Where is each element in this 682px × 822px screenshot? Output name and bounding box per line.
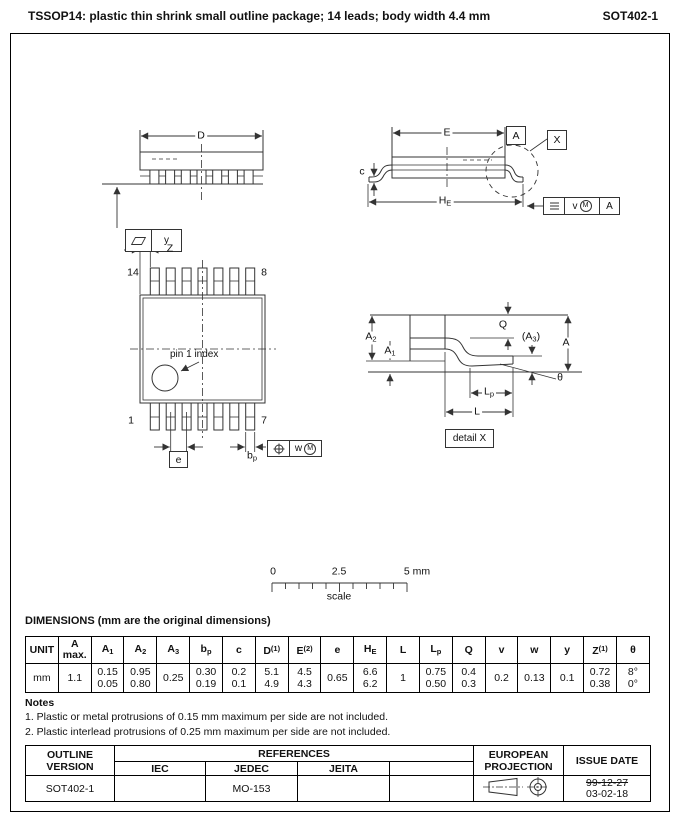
- dim-col-header: θ: [616, 637, 649, 664]
- dim-value: 0.2 0.1: [222, 664, 255, 693]
- detail-x-flag: X: [547, 130, 567, 150]
- dim-value: 4.5 4.3: [288, 664, 321, 693]
- dim-label-c: c: [359, 165, 365, 178]
- references-header: REFERENCES: [115, 746, 474, 762]
- dim-label-L: L: [474, 405, 480, 418]
- true-position-icon: [268, 441, 290, 456]
- dim-label-Z: Z: [166, 242, 174, 255]
- dim-col-header: $H_E$: [354, 637, 387, 664]
- page-title: TSSOP14: plastic thin shrink small outline package; 14 leads; body width 4.4 mm: [28, 9, 491, 23]
- scale-caption: scale: [326, 590, 352, 603]
- dim-col-header: $A_3$: [157, 637, 190, 664]
- issue-date-header: ISSUE DATE: [564, 746, 651, 776]
- jedec-header: JEDEC: [206, 762, 298, 776]
- scale-tick-mid: 2.5: [331, 565, 347, 578]
- dim-value: 0.1: [551, 664, 584, 693]
- dim-label-Lp: $L_p$: [483, 385, 495, 399]
- dim-value: 0.4 0.3: [452, 664, 485, 693]
- dim-label-bp: $b_p$: [246, 449, 258, 463]
- jeita-header: JEITA: [298, 762, 390, 776]
- pin-number-14: 14: [127, 266, 139, 279]
- extra-header: [390, 762, 474, 776]
- dim-col-header: w: [518, 637, 551, 664]
- dim-col-header: $b_p$: [190, 637, 223, 664]
- package-code: SOT402-1: [602, 9, 658, 23]
- dim-label-e-box: e: [169, 451, 188, 468]
- issue-date-old: 99-12-27: [586, 776, 629, 789]
- dim-value: 0.65: [321, 664, 354, 693]
- dim-value: 0.25: [157, 664, 190, 693]
- iec-value: [115, 776, 206, 802]
- jedec-value: MO-153: [206, 776, 298, 802]
- dim-value: 0.13: [518, 664, 551, 693]
- pin-number-1: 1: [128, 414, 134, 427]
- outline-version-header: OUTLINE VERSION: [26, 746, 115, 776]
- references-table: [25, 745, 651, 802]
- dim-label-E: E: [443, 126, 451, 139]
- dim-col-header: $A_1$: [91, 637, 124, 664]
- dim-value: 0.30 0.19: [190, 664, 223, 693]
- pin-number-8: 8: [261, 266, 267, 279]
- flatness-callout: [125, 229, 182, 252]
- dim-value: 0.15 0.05: [91, 664, 124, 693]
- dim-col-header: $Z^{(1)}$: [584, 637, 617, 664]
- dim-label-A2: $A_2$: [365, 330, 377, 344]
- dimensions-table: [25, 636, 650, 693]
- dim-value: mm: [26, 664, 59, 693]
- dim-label-A3: $(A_3)$: [521, 330, 541, 344]
- tolerance-w-label: w M: [290, 441, 321, 456]
- dim-col-header: c: [222, 637, 255, 664]
- european-projection-symbol: [474, 776, 564, 802]
- max-material-icon: M: [304, 443, 316, 455]
- outline-version-value: SOT402-1: [26, 776, 115, 802]
- dim-col-header: A max.: [58, 637, 91, 664]
- scale-tick-max: 5 mm: [403, 565, 431, 578]
- parallelism-icon: [126, 230, 152, 251]
- european-projection-header: EUROPEAN PROJECTION: [474, 746, 564, 776]
- flatness-tolerance-label: y: [164, 235, 169, 246]
- note-1: 1. Plastic or metal protrusions of 0.15 mm maximum per side are not included.: [25, 711, 388, 723]
- detail-x-caption: detail X: [445, 429, 494, 448]
- dim-label-theta: θ: [557, 371, 563, 384]
- tolerance-v-label: v M: [565, 198, 600, 214]
- dim-value: 5.1 4.9: [255, 664, 288, 693]
- issue-date-new: 03-02-18: [586, 787, 629, 800]
- dim-value: 0.2: [485, 664, 518, 693]
- tolerance-frame-w: [267, 440, 322, 457]
- dim-label-HE: $H_E$: [438, 194, 452, 208]
- dim-col-header: L: [387, 637, 420, 664]
- pin1-index-label: pin 1 index: [170, 349, 219, 360]
- dim-col-header: UNIT: [26, 637, 59, 664]
- tolerance-frame-v: [543, 197, 620, 215]
- jeita-value: [298, 776, 390, 802]
- pin-number-7: 7: [261, 414, 267, 427]
- dim-value: 6.6 6.2: [354, 664, 387, 693]
- dim-value: 8° 0°: [616, 664, 649, 693]
- dim-col-header: v: [485, 637, 518, 664]
- dimensions-title: DIMENSIONS (mm are the original dimensions): [25, 615, 271, 627]
- dim-value: 0.75 0.50: [419, 664, 452, 693]
- dim-label-Q: Q: [498, 318, 508, 331]
- dim-col-header: $L_p$: [419, 637, 452, 664]
- notes-title: Notes: [25, 697, 55, 709]
- dim-label-D: D: [197, 129, 205, 142]
- dim-col-header: $E^{(2)}$: [288, 637, 321, 664]
- note-2: 2. Plastic interlead protrusions of 0.25 mm maximum per side are not included.: [25, 726, 391, 738]
- dim-value: 0.72 0.38: [584, 664, 617, 693]
- dim-label-A1: $A_1$: [384, 344, 396, 358]
- dim-value: 1.1: [58, 664, 91, 693]
- dim-label-A: A: [562, 336, 570, 349]
- iec-header: IEC: [115, 762, 206, 776]
- scale-tick-0: 0: [270, 565, 276, 578]
- dim-col-header: $A_2$: [124, 637, 157, 664]
- first-angle-projection-icon: [479, 776, 559, 798]
- dim-col-header: e: [321, 637, 354, 664]
- datum-a-flag: A: [506, 126, 526, 145]
- dim-value: 1: [387, 664, 420, 693]
- dim-col-header: y: [551, 637, 584, 664]
- extra-value: [390, 776, 474, 802]
- max-material-icon: M: [580, 200, 592, 212]
- seating-plane-icon: [544, 198, 565, 214]
- datum-ref-label: A: [606, 200, 613, 212]
- dim-col-header: $D^{(1)}$: [255, 637, 288, 664]
- issue-date-value: [564, 776, 651, 802]
- dim-value: 0.95 0.80: [124, 664, 157, 693]
- dim-col-header: Q: [452, 637, 485, 664]
